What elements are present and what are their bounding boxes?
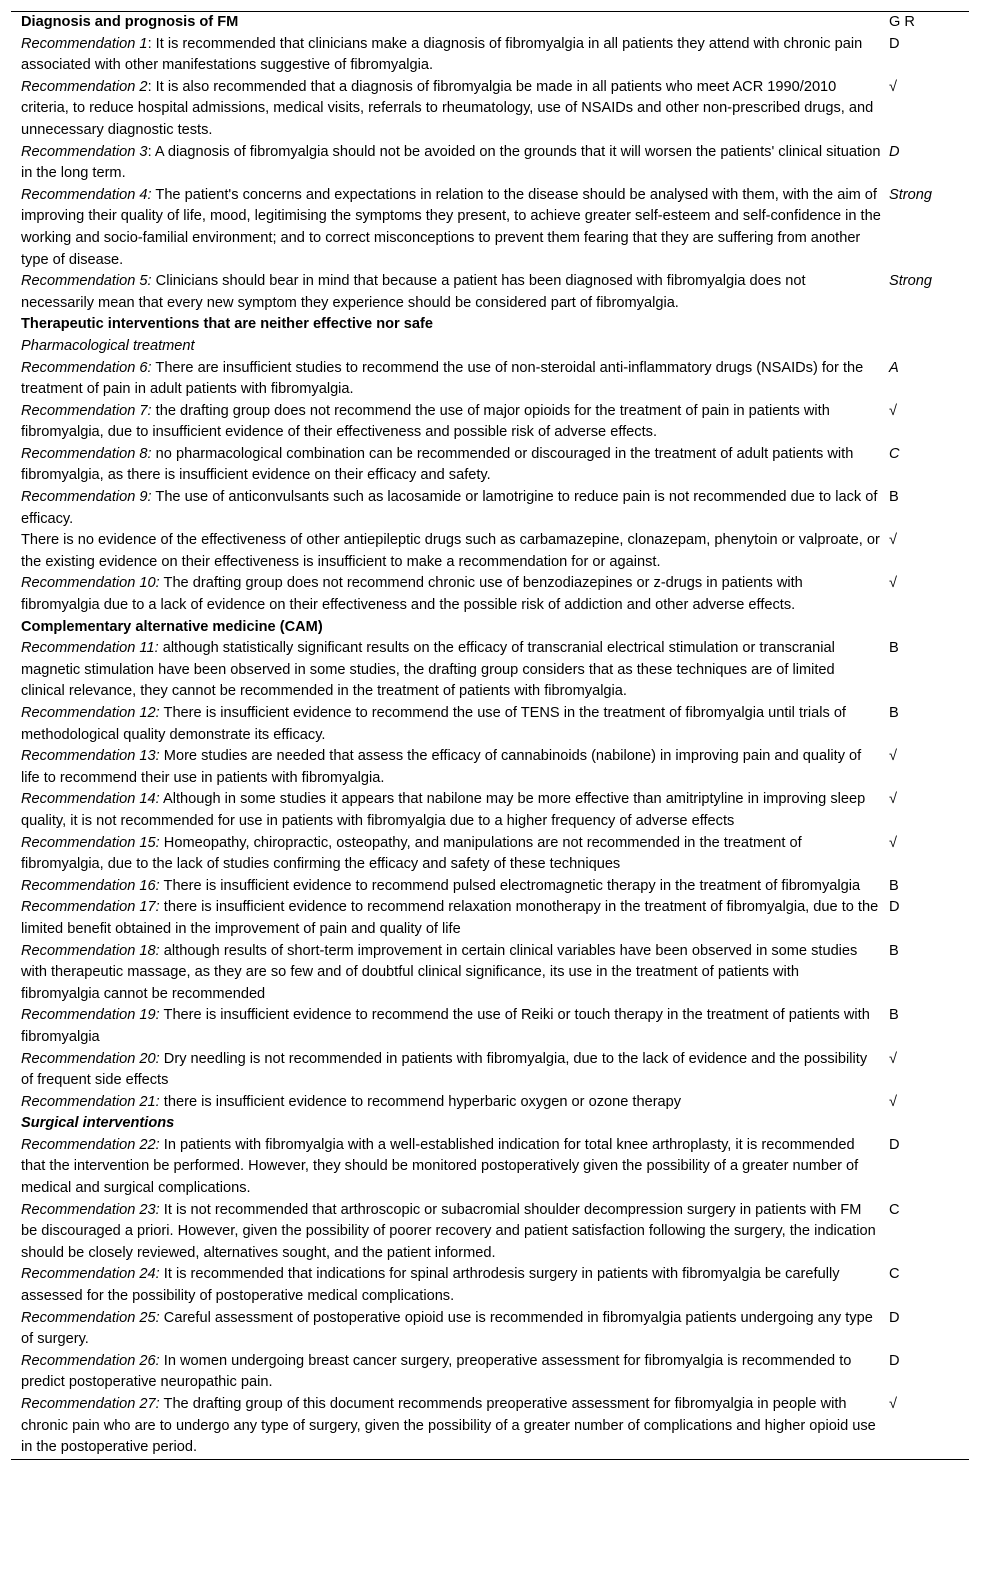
recommendation-cell: [11, 271, 889, 314]
recommendation-text: More studies are needed that assess the efficacy of cannabinoids (nabilone) in improving pain and quality of life to recommend their use in patients with fibromyalgia.: [21, 748, 862, 786]
recommendation-text: Homeopathy, chiropractic, osteopathy, and manipulations are not recommended in the treatment of fibromyalgia, due to the lack of studies confirming the efficacy and safety of these techniques: [21, 834, 802, 873]
recommendation-cell: [11, 897, 889, 940]
recommendation-label: Recommendation 6:: [21, 359, 152, 376]
recommendation-text: there is insufficient evidence to recommend hyperbaric oxygen or ozone therapy: [163, 1093, 682, 1110]
recommendation-cell: [11, 789, 889, 832]
recommendation-text: It is recommended that clinicians make a diagnosis of fibromyalgia in all patients they attend with chronic pain associated with other manifestations suggestive of fibromyalgia.: [21, 35, 863, 74]
recommendation-text: the drafting group does not recommend the use of major opioids for the treatment of pain in patients with fibromyalgia, due to insufficient evidence of their effectiveness and possible risk of adverse effects.: [21, 402, 830, 441]
section-heading: Complementary alternative medicine (CAM): [21, 618, 323, 635]
table-row: [11, 703, 969, 746]
recommendation-text: There is no evidence of the effectiveness of other antiepileptic drugs such as carbamazepine, clonazepam, phenytoin or valproate, or the existing evidence on their effectiveness is insufficient to make a recommendation for or against.: [21, 532, 880, 570]
table-row: [11, 789, 969, 832]
table-row: [11, 876, 969, 898]
table-row: [11, 271, 969, 314]
grade-cell: [889, 617, 969, 639]
recommendation-text: The use of anticonvulsants such as lacosamide or lamotrigine to reduce pain is not recommended due to lack of efficacy.: [21, 489, 878, 527]
recommendation-cell: [11, 185, 889, 271]
grade-cell: D: [889, 35, 900, 52]
recommendation-text: It is not recommended that arthroscopic or subacromial shoulder decompression surgery in patients with FM be discouraged a priori. However, given the possibility of poorer recovery and patient satisfaction following the surgery, the indication should be closely reviewed, alternatives sought, and the patient informed.: [21, 1201, 876, 1261]
grade-cell: Strong: [889, 273, 932, 290]
recommendation-cell: [11, 1049, 889, 1092]
recommendation-text: In patients with fibromyalgia with a well-established indication for total knee arthroplasty, it is recommended that the intervention be performed. However, they should be monitored postoperatively given the possibility of a greater number of medical and surgical complications.: [21, 1136, 859, 1197]
recommendation-label: Recommendation 16:: [21, 877, 160, 894]
recommendation-cell: [11, 833, 889, 876]
table-row: [11, 1005, 969, 1048]
recommendation-cell: [11, 573, 889, 616]
grade-cell: √: [889, 402, 898, 419]
recommendation-text: There is insufficient evidence to recommend the use of Reiki or touch therapy in the treatment of patients with fibromyalgia: [21, 1007, 870, 1045]
grade-cell: √: [889, 575, 898, 592]
recommendation-cell: [11, 1394, 889, 1459]
recommendation-text: no pharmacological combination can be recommended or discouraged in the treatment of adult patients with fibromyalgia, as there is insufficient evidence on their efficacy and safety.: [21, 445, 854, 484]
recommendation-label: Recommendation 2: [21, 78, 148, 95]
recommendation-label: Recommendation 12:: [21, 705, 160, 721]
grade-cell: √: [889, 748, 898, 765]
recommendation-text: It is also recommended that a diagnosis of fibromyalgia be made in all patients who meet ACR 1990/2010 criteria, to reduce hospital admissions, medical visits, referrals to rheumatology, use of NSAIDs and other non-prescribed drugs, and unnecessary diagnostic tests.: [21, 78, 874, 138]
grade-cell: D: [889, 1136, 900, 1153]
recommendation-cell: [11, 638, 889, 703]
recommendation-label: Recommendation 19:: [21, 1007, 160, 1024]
recommendation-label: Recommendation 15:: [21, 834, 160, 851]
recommendation-label: Recommendation 11:: [21, 640, 159, 657]
recommendation-cell: [11, 1092, 889, 1114]
recommendation-cell: [11, 1308, 889, 1351]
grade-cell: [889, 1113, 969, 1135]
grade-cell: C: [889, 1266, 900, 1283]
header-grade: G R: [889, 14, 915, 30]
table-row: [11, 530, 969, 573]
recommendation-label: Recommendation 4:: [21, 186, 152, 203]
recommendation-text: The drafting group does not recommend chronic use of benzodiazepines or z-drugs in patients with fibromyalgia due to a lack of evidence on their effectiveness and the possible risk of addiction and other adverse effects.: [21, 575, 803, 614]
table-row: [11, 401, 969, 444]
recommendation-text: although results of short-term improvement in certain clinical variables have been observed in some studies with therapeutic massage, as they are so few and of doubtful clinical significance, its use in the treatment of patients with fibromyalgia cannot be recommended: [21, 942, 858, 1002]
recommendation-text: It is recommended that indications for spinal arthrodesis surgery in patients with fibromyalgia be carefully assessed for the possibility of postoperative medical complications.: [21, 1266, 840, 1305]
table-row: [11, 1135, 969, 1200]
recommendation-cell: [11, 401, 889, 444]
grade-cell: √: [889, 791, 898, 808]
recommendation-label: Recommendation 17:: [21, 899, 160, 916]
table-row: [11, 638, 969, 703]
grade-cell: [889, 336, 969, 358]
recommendation-text: There is insufficient evidence to recommend pulsed electromagnetic therapy in the treatment of fibromyalgia: [163, 877, 861, 894]
recommendation-cell: [11, 703, 889, 746]
recommendation-text: Dry needling is not recommended in patients with fibromyalgia, due to the lack of evidence and the possibility of frequent side effects: [21, 1050, 868, 1089]
recommendation-label: Recommendation 22:: [21, 1136, 160, 1153]
table-row: [11, 444, 969, 487]
recommendation-label: Recommendation 26:: [21, 1352, 160, 1369]
recommendation-label: Recommendation 25:: [21, 1309, 160, 1326]
recommendation-label: Recommendation 10:: [21, 575, 160, 592]
label-separator: :: [147, 143, 155, 160]
recommendation-text: although statistically significant results on the efficacy of transcranial electrical stimulation or transcranial magnetic stimulation have been observed in some studies, the drafting group considers that as these techniques are of limited clinical relevance, they cannot be recommended in the treatment of patients with fibromyalgia.: [21, 640, 835, 700]
recommendation-label: Recommendation 13:: [21, 748, 160, 765]
grade-cell: Strong: [889, 186, 932, 203]
label-separator: :: [147, 35, 156, 52]
table-header-row: [11, 12, 969, 34]
recommendation-label: Recommendation 14:: [21, 791, 160, 808]
recommendation-cell: [11, 876, 889, 898]
recommendation-cell: [11, 1200, 889, 1265]
recommendation-text: there is insufficient evidence to recommend relaxation monotherapy in the treatment of fibromyalgia, due to the limited benefit obtained in the improvement of pain and quality of life: [21, 899, 879, 937]
recommendation-cell: [11, 1135, 889, 1200]
grade-cell: D: [889, 143, 900, 160]
recommendation-cell: [11, 358, 889, 401]
recommendation-text: A diagnosis of fibromyalgia should not be avoided on the grounds that it will worsen the patients' clinical situation in the long term.: [21, 143, 881, 182]
grade-cell: √: [889, 1050, 898, 1067]
table-row: [11, 185, 969, 271]
grade-cell: √: [889, 78, 898, 95]
recommendation-text: The patient's concerns and expectations in relation to the disease should be analysed with them, with the aim of improving their quality of life, mood, legitimising the symptoms they present, to achieve greater self-esteem and self-confidence in the working and socio-familial environment; and to correct misconceptions to prevent them fearing that they are suffering from another type of disease.: [21, 186, 881, 268]
recommendation-label: Recommendation 20:: [21, 1050, 160, 1067]
recommendations-table: [11, 11, 969, 1460]
table-row: [11, 314, 969, 336]
recommendation-label: Recommendation 5:: [21, 273, 152, 290]
table-row: [11, 34, 969, 77]
recommendation-label: Recommendation 27:: [21, 1396, 160, 1412]
grade-cell: B: [889, 705, 899, 721]
grade-cell: √: [889, 532, 898, 549]
recommendation-cell: [11, 142, 889, 185]
recommendation-cell: [11, 444, 889, 487]
recommendation-cell: [11, 746, 889, 789]
recommendation-cell: [11, 941, 889, 1006]
table-row: [11, 1092, 969, 1114]
grade-cell: B: [889, 877, 899, 894]
grade-cell: B: [889, 640, 899, 657]
table-row: [11, 897, 969, 940]
subsection-heading: Pharmacological treatment: [21, 337, 195, 354]
recommendation-text: In women undergoing breast cancer surgery, preoperative assessment for fibromyalgia is recommended to predict postoperative neuropathic pain.: [21, 1352, 852, 1391]
table-row: [11, 573, 969, 616]
table-row: [11, 617, 969, 639]
recommendation-cell: [11, 77, 889, 142]
recommendation-label: Recommendation 23:: [21, 1201, 160, 1218]
recommendation-cell: [11, 1005, 889, 1048]
recommendation-label: Recommendation 1: [21, 35, 148, 52]
header-title: Diagnosis and prognosis of FM: [21, 14, 239, 30]
table-row: [11, 1308, 969, 1351]
recommendation-text: There is insufficient evidence to recommend the use of TENS in the treatment of fibromyalgia until trials of methodological quality demonstrate its efficacy.: [21, 705, 846, 743]
table-row: [11, 142, 969, 185]
table-row: [11, 1264, 969, 1307]
grade-cell: √: [889, 834, 898, 851]
grade-cell: √: [889, 1093, 898, 1110]
grade-cell: C: [889, 445, 900, 462]
recommendations-table-container: [11, 11, 969, 1460]
recommendation-text: There are insufficient studies to recommend the use of non-steroidal anti-inflammatory drugs (NSAIDs) for the treatment of pain in adult patients with fibromyalgia.: [21, 359, 864, 398]
grade-cell: B: [889, 1007, 899, 1024]
grade-cell: B: [889, 942, 899, 959]
table-row: [11, 77, 969, 142]
recommendation-cell: [11, 487, 889, 530]
grade-cell: √: [889, 1396, 898, 1412]
label-separator: :: [147, 78, 156, 95]
grade-cell: C: [889, 1201, 900, 1218]
section-heading: Surgical interventions: [21, 1115, 175, 1132]
recommendation-text: Clinicians should bear in mind that because a patient has been diagnosed with fibromyalgia does not necessarily mean that every new symptom they experience should be considered part of fibromyalgia.: [21, 273, 806, 311]
grade-cell: A: [889, 359, 899, 376]
table-row: [11, 1394, 969, 1459]
recommendation-label: Recommendation 8:: [21, 445, 152, 462]
recommendation-label: Recommendation 7:: [21, 402, 152, 419]
table-row: [11, 336, 969, 358]
grade-cell: [889, 314, 969, 336]
grade-cell: D: [889, 1309, 900, 1326]
recommendation-label: Recommendation 3: [21, 143, 148, 160]
table-row: [11, 833, 969, 876]
recommendation-text: Although in some studies it appears that nabilone may be more effective than amitriptyline in improving sleep quality, it is not recommended for use in patients with fibromyalgia due to a higher frequency of adverse effects: [21, 791, 866, 829]
table-row: [11, 1113, 969, 1135]
grade-cell: D: [889, 1352, 900, 1369]
table-body: [11, 34, 969, 1460]
recommendation-label: Recommendation 24:: [21, 1266, 160, 1283]
recommendation-cell: [11, 1264, 889, 1307]
table-row: [11, 1351, 969, 1394]
recommendation-cell: [11, 1351, 889, 1394]
grade-cell: D: [889, 899, 900, 916]
recommendation-label: Recommendation 18:: [21, 942, 160, 959]
table-row: [11, 487, 969, 530]
recommendation-cell: [11, 34, 889, 77]
recommendation-label: Recommendation 9:: [21, 489, 152, 506]
section-heading: Therapeutic interventions that are neither effective nor safe: [21, 316, 433, 333]
recommendation-text: Careful assessment of postoperative opioid use is recommended in fibromyalgia patients undergoing any type of surgery.: [21, 1309, 873, 1348]
grade-cell: B: [889, 489, 899, 506]
table-row: [11, 1200, 969, 1265]
recommendation-label: Recommendation 21:: [21, 1093, 160, 1110]
table-row: [11, 1049, 969, 1092]
table-row: [11, 358, 969, 401]
recommendation-text: The drafting group of this document recommends preoperative assessment for fibromyalgia in people with chronic pain who are to undergo any type of surgery, given the possibility of a greater number of complications and higher opioid use in the postoperative period.: [21, 1396, 876, 1456]
table-row: [11, 941, 969, 1006]
table-row: [11, 746, 969, 789]
